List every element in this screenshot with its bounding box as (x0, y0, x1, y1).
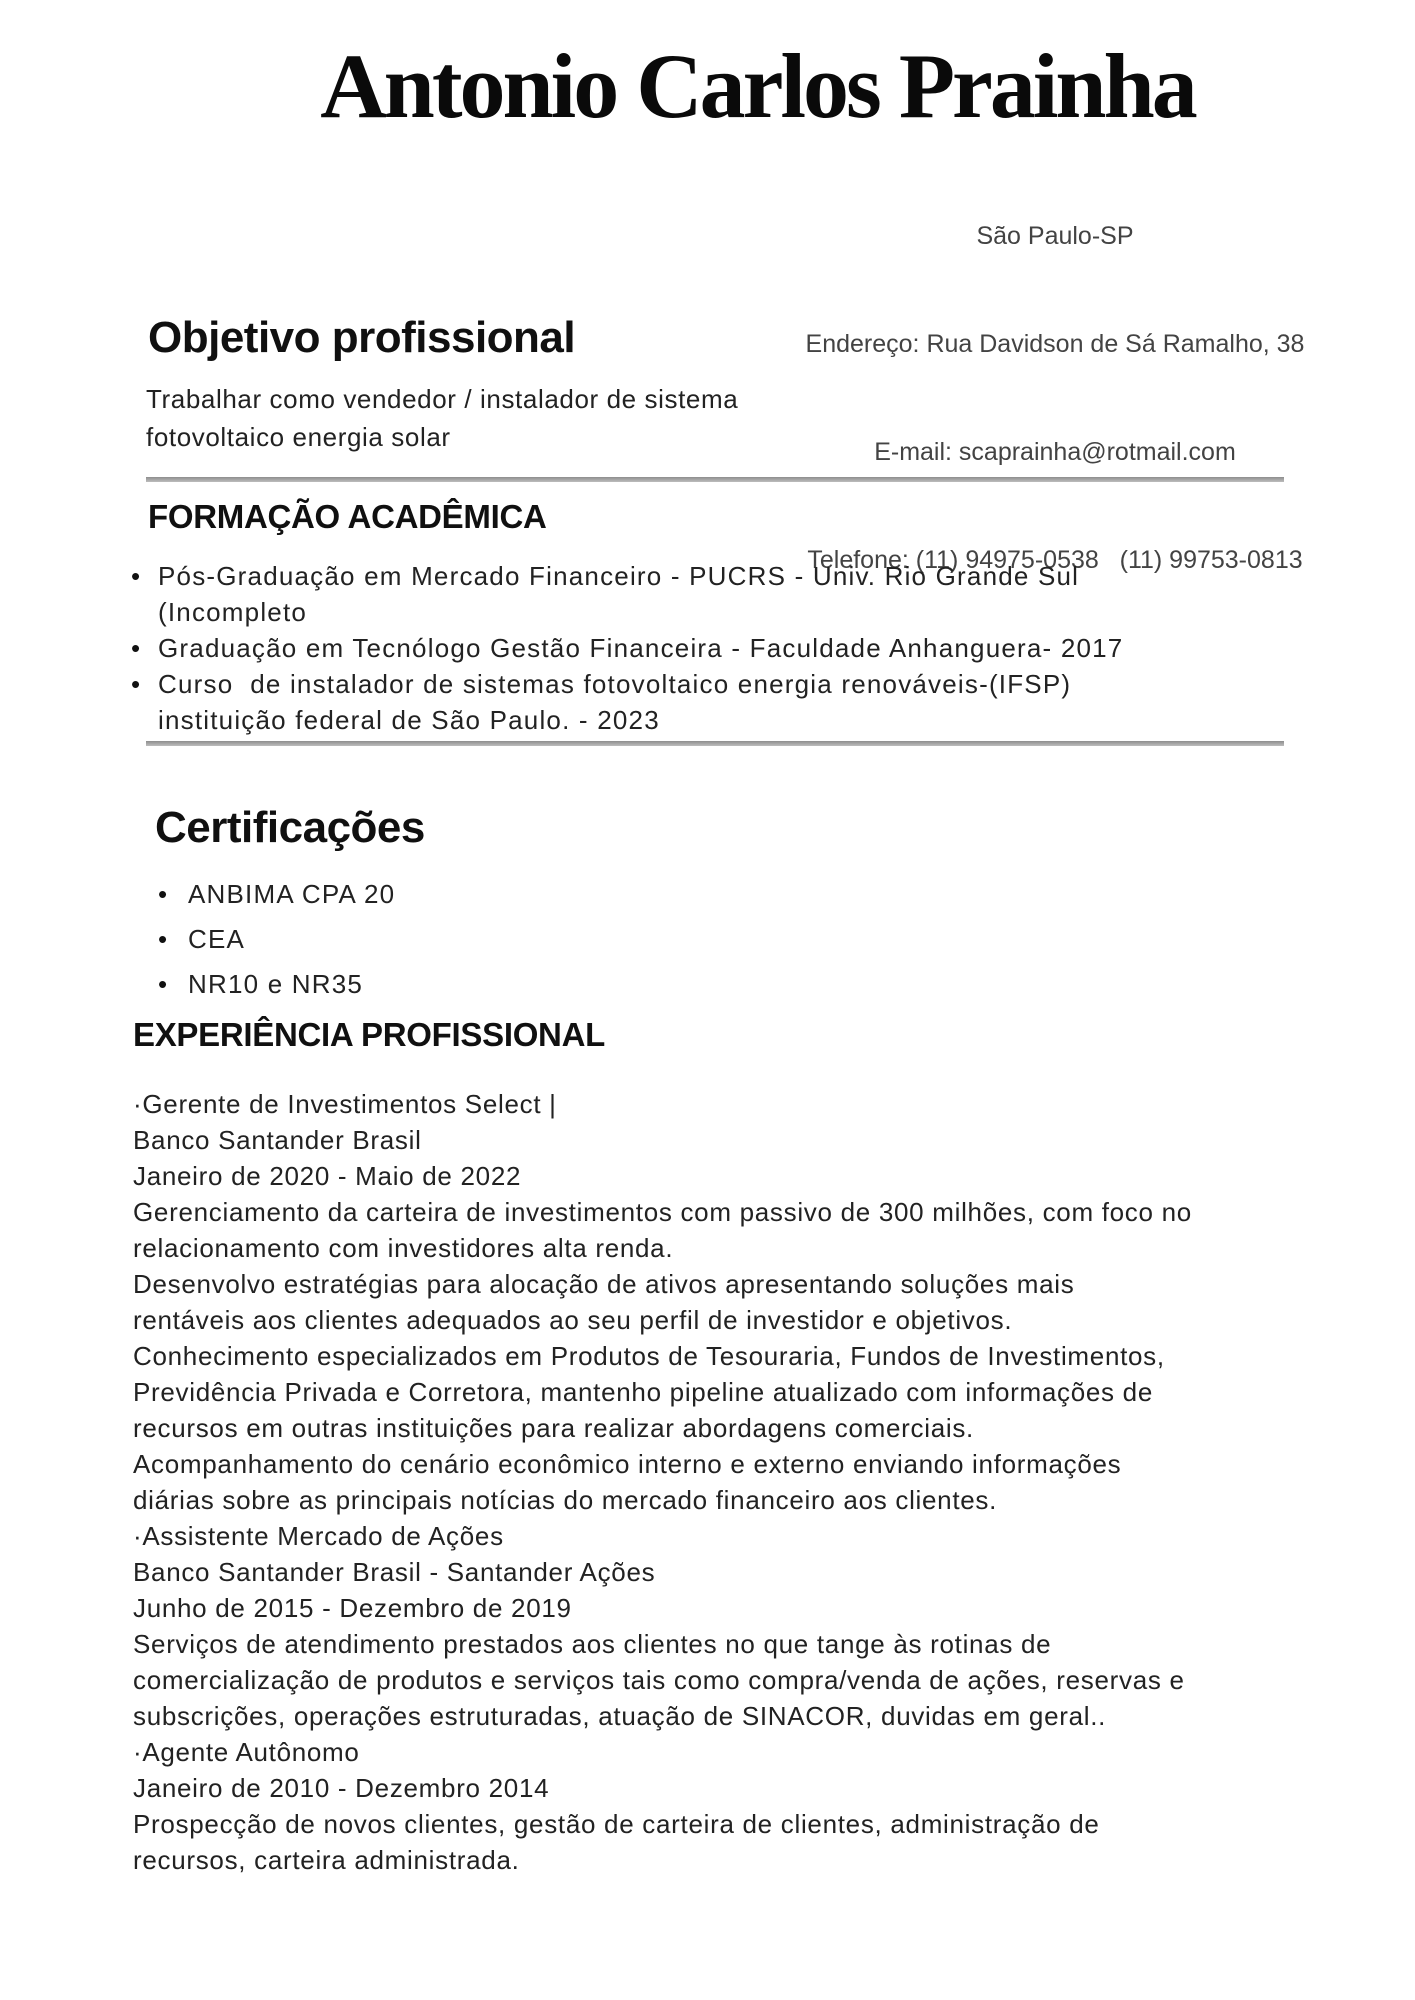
experience-line: Janeiro de 2010 - Dezembro 2014 (133, 1773, 550, 1803)
formacao-line: Curso de instalador de sistemas fotovoltaico energia renováveis-(IFSP) (158, 669, 1072, 699)
experience-line: recursos, carteira administrada. (133, 1845, 520, 1875)
certificacoes-list (158, 872, 858, 1007)
experience-line: recursos em outras instituições para realizar abordagens comerciais. (133, 1413, 974, 1443)
certificacao-text: ANBIMA CPA 20 (188, 879, 396, 909)
formacao-line: Pós-Graduação em Mercado Financeiro - PUCRS - Univ. Rio Grande Sul (158, 561, 1080, 591)
formacao-line: Graduação em Tecnólogo Gestão Financeira - Faculdade Anhanguera- 2017 (158, 633, 1124, 663)
list-item (131, 666, 1311, 738)
experience-line: Conhecimento especializados em Produtos de Tesouraria, Fundos de Investimentos, (133, 1341, 1165, 1371)
certificacao-text: CEA (188, 924, 246, 954)
bullet-icon: • (131, 561, 141, 591)
objetivo-line: Trabalhar como vendedor / instalador de sistema (146, 384, 739, 414)
experience-line: Desenvolvo estratégias para alocação de ativos apresentando soluções mais (133, 1269, 1075, 1299)
experience-line: Serviços de atendimento prestados aos clientes no que tange às rotinas de (133, 1629, 1052, 1659)
bullet-icon: • (158, 969, 168, 999)
experience-line: relacionamento com investidores alta renda. (133, 1233, 674, 1263)
bullet-icon: • (158, 879, 168, 909)
contact-email: E-mail: scaprainha@rotmail.com (874, 438, 1236, 466)
experience-line: ·Agente Autônomo (133, 1737, 360, 1767)
section-heading-experiencia: EXPERIÊNCIA PROFISSIONAL (133, 1016, 605, 1053)
section-heading-formacao: FORMAÇÃO ACADÊMICA (148, 498, 547, 535)
certificacao-text: NR10 e NR35 (188, 969, 364, 999)
experience-line: Previdência Privada e Corretora, mantenho pipeline atualizado com informações de (133, 1377, 1153, 1407)
experience-line: Prospecção de novos clientes, gestão de carteira de clientes, administração de (133, 1809, 1100, 1839)
list-item (158, 917, 858, 962)
experience-line: ·Gerente de Investimentos Select | (133, 1089, 557, 1119)
experience-line: Acompanhamento do cenário econômico interno e externo enviando informações (133, 1449, 1122, 1479)
list-item (131, 558, 1311, 630)
experiencia-body (133, 1086, 1313, 1878)
list-item-text (158, 558, 1079, 630)
experience-line: diárias sobre as principais notícias do mercado financeiro aos clientes. (133, 1485, 998, 1515)
section-divider (146, 477, 1284, 482)
contact-phone: Telefone: (11) 94975-0538 (11) 99753-0813 (807, 546, 1303, 574)
objetivo-line: fotovoltaico energia solar (146, 422, 451, 452)
experience-line: ·Assistente Mercado de Ações (133, 1521, 504, 1551)
resume-name-title: Antonio Carlos Prainha (320, 35, 1195, 137)
formacao-list (131, 558, 1311, 738)
list-item-text (158, 666, 1071, 738)
experience-line: subscrições, operações estruturadas, atuação de SINACOR, duvidas em geral.. (133, 1701, 1107, 1731)
section-divider (146, 741, 1284, 746)
section-heading-objetivo: Objetivo profissional (148, 313, 576, 362)
list-item (158, 962, 858, 1007)
experience-line: Junho de 2015 - Dezembro de 2019 (133, 1593, 572, 1623)
experience-line: Janeiro de 2020 - Maio de 2022 (133, 1161, 522, 1191)
contact-city: São Paulo-SP (976, 222, 1134, 250)
experience-line: Banco Santander Brasil (133, 1125, 422, 1155)
bullet-icon: • (158, 924, 168, 954)
section-heading-certificacoes: Certificações (155, 803, 425, 852)
experience-line: Banco Santander Brasil - Santander Ações (133, 1557, 656, 1587)
experience-line: rentáveis aos clientes adequados ao seu perfil de investidor e objetivos. (133, 1305, 1013, 1335)
objetivo-body (146, 380, 738, 456)
formacao-line: instituição federal de São Paulo. - 2023 (158, 705, 660, 735)
bullet-icon: • (131, 669, 141, 699)
list-item-text (158, 630, 1123, 666)
formacao-line: (Incompleto (158, 597, 308, 627)
contact-address: Endereço: Rua Davidson de Sá Ramalho, 38 (805, 330, 1305, 358)
list-item (131, 630, 1311, 666)
experience-line: Gerenciamento da carteira de investimentos com passivo de 300 milhões, com foco no (133, 1197, 1192, 1227)
experience-line: comercialização de produtos e serviços tais como compra/venda de ações, reservas e (133, 1665, 1185, 1695)
list-item (158, 872, 858, 917)
bullet-icon: • (131, 633, 141, 663)
